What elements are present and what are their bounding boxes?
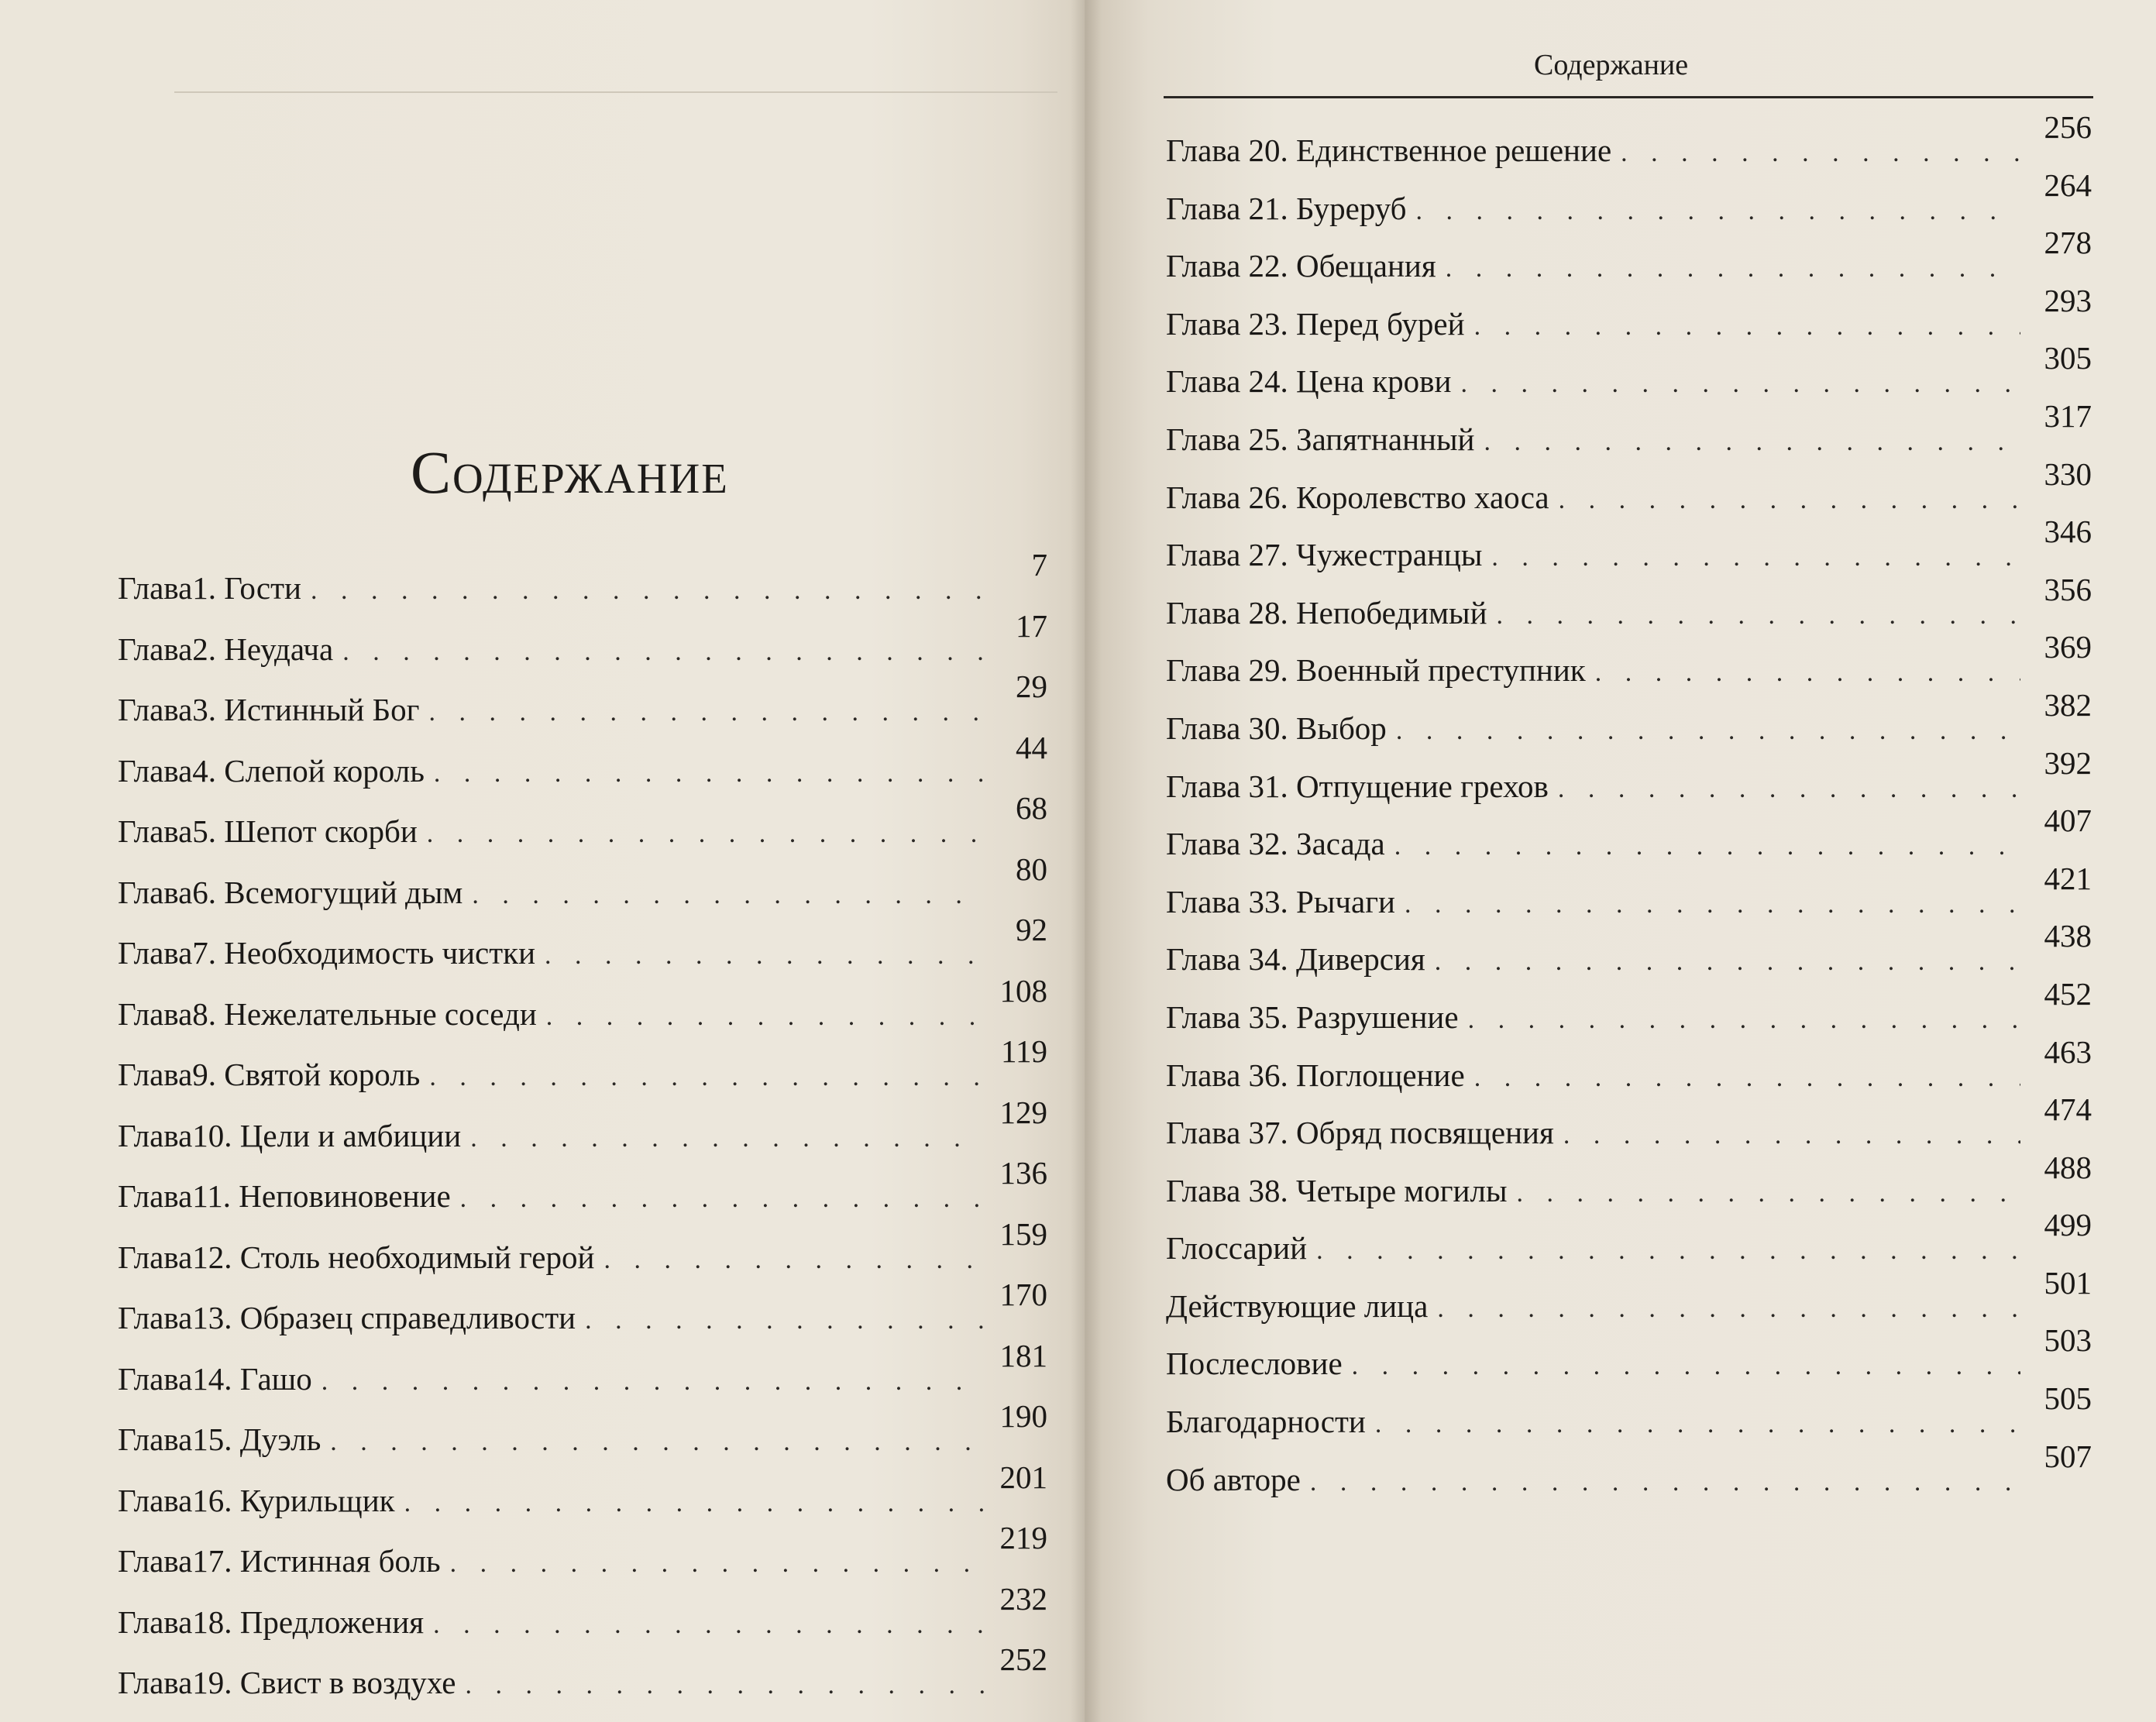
toc-entry-page-number: 507: [2044, 1438, 2092, 1474]
dot-leader: [1517, 1179, 2020, 1208]
dot-leader: [472, 881, 984, 910]
toc-entry-title: 18. Предложения: [192, 1603, 425, 1640]
toc-entry: [118, 1337, 1047, 1421]
toc-entry-title: Глава 33. Рычаги: [1166, 883, 1395, 919]
toc-entry-title: 15. Дуэль: [192, 1421, 322, 1457]
toc-entry-label: Глава: [118, 935, 193, 971]
dot-leader: [428, 698, 984, 727]
dot-leader: [434, 759, 984, 789]
dot-leader: [1396, 717, 2020, 746]
toc-list-right: [1166, 109, 2092, 1518]
dot-leader: [1621, 139, 2020, 168]
toc-entry: [1166, 340, 2092, 421]
toc-entry-page-number: 317: [2044, 397, 2092, 434]
toc-entry-title: 16. Курильщик: [192, 1482, 395, 1518]
toc-entry-page-number: 181: [999, 1337, 1047, 1373]
toc-entry: [118, 912, 1047, 995]
toc-entry-page-number: 256: [2044, 109, 2092, 145]
toc-entry-page-number: 438: [2044, 918, 2092, 954]
dot-leader: [1446, 254, 2020, 284]
toc-entry-label: Глава: [118, 1603, 193, 1640]
toc-entry-page-number: 92: [1016, 912, 1047, 947]
dot-leader: [330, 1428, 984, 1457]
toc-entry-title: Об авторе: [1166, 1461, 1301, 1497]
toc-entry: [118, 1277, 1047, 1360]
dot-leader: [470, 1124, 984, 1153]
toc-entry-label: Глава: [118, 995, 193, 1032]
toc-entry-page-number: 421: [2044, 860, 2092, 896]
toc-entry-label: Глава: [118, 1300, 193, 1335]
toc-entry-title: 7. Необходимость чистки: [192, 935, 536, 971]
dot-leader: [1316, 1236, 2020, 1266]
toc-entry-title: 4. Слепой король: [192, 752, 425, 789]
toc-entry-title: Глава 36. Поглощение: [1166, 1057, 1465, 1093]
toc-entry-page-number: 474: [2044, 1091, 2092, 1128]
toc-entry-title: Глава 25. Запятнанный: [1166, 421, 1475, 457]
toc-entry-title: Благодарности: [1166, 1404, 1366, 1440]
toc-entry: [1166, 571, 2092, 652]
toc-entry-label: Глава: [118, 570, 193, 606]
dot-leader: [546, 1002, 984, 1032]
dot-leader: [1352, 1352, 2020, 1381]
dot-leader: [342, 638, 984, 667]
toc-entry-page-number: 7: [1031, 547, 1047, 583]
toc-entry: [1166, 109, 2092, 190]
dot-leader: [1468, 1005, 2020, 1035]
dot-leader: [433, 1610, 984, 1640]
toc-entry: [1166, 167, 2092, 248]
toc-entry-title: Глава 27. Чужестранцы: [1166, 537, 1483, 573]
toc-entry-page-number: 201: [999, 1459, 1047, 1495]
dot-leader: [1375, 1410, 2020, 1439]
toc-entry-title: 10. Цели и амбиции: [192, 1117, 462, 1153]
dot-leader: [1474, 1064, 2020, 1093]
toc-entry: [1166, 803, 2092, 883]
toc-entry-page-number: 170: [999, 1277, 1047, 1312]
toc-entry: [1166, 1438, 2092, 1519]
toc-entry: [118, 1398, 1047, 1482]
running-head: Содержание: [1534, 49, 1689, 81]
toc-entry-label: Глава: [118, 1360, 193, 1397]
toc-entry-page-number: 501: [2044, 1264, 2092, 1301]
toc-entry-title: 11. Неповиновение: [192, 1178, 451, 1214]
toc-entry-title: Глава 28. Непобедимый: [1166, 594, 1487, 631]
toc-entry-page-number: 17: [1016, 607, 1047, 644]
toc-entry-page-number: 264: [2044, 167, 2092, 203]
dot-leader: [545, 941, 984, 971]
toc-entry-page-number: 232: [999, 1580, 1047, 1617]
dot-leader: [427, 820, 984, 849]
toc-entry: [1166, 686, 2092, 768]
toc-entry: [118, 1641, 1047, 1722]
toc-entry-page-number: 219: [999, 1520, 1047, 1555]
dot-leader: [1435, 947, 2020, 977]
toc-entry-page-number: 159: [999, 1215, 1047, 1252]
toc-entry-page-number: 382: [2044, 686, 2092, 723]
dot-leader: [1595, 658, 2020, 688]
toc-entry: [1166, 918, 2092, 998]
toc-entry-page-number: 330: [2044, 455, 2092, 492]
toc-entry-title: Глоссарий: [1166, 1230, 1308, 1267]
toc-entry-title: 8. Нежелательные соседи: [192, 995, 537, 1032]
toc-entry: [118, 1155, 1047, 1239]
dot-leader: [1497, 601, 2020, 631]
toc-entry-page-number: 136: [999, 1155, 1047, 1191]
toc-entry-label: Глава: [118, 1482, 193, 1518]
toc-entry: [1166, 1149, 2092, 1230]
toc-entry-label: Глава: [118, 1665, 193, 1700]
toc-entry: [1166, 860, 2092, 941]
dot-leader: [1405, 890, 2020, 919]
toc-entry-label: Глава: [118, 1057, 193, 1092]
toc-entry-title: Глава 24. Цена крови: [1166, 363, 1452, 400]
toc-entry-page-number: 407: [2044, 803, 2092, 839]
toc-entry: [118, 1580, 1047, 1665]
book-gutter: [1071, 0, 1102, 1722]
dot-leader: [1474, 312, 2020, 342]
toc-entry: [118, 729, 1047, 813]
toc-entry: [1166, 744, 2092, 826]
toc-entry: [118, 1215, 1047, 1300]
toc-entry-label: Глава: [118, 752, 193, 789]
toc-entry-title: Глава 32. Засада: [1166, 826, 1385, 862]
dot-leader: [404, 1489, 984, 1518]
toc-entry-page-number: 392: [2044, 744, 2092, 781]
dot-leader: [1559, 486, 2020, 515]
dot-leader: [585, 1306, 984, 1335]
toc-list-left: [118, 547, 1047, 1722]
toc-entry-title: Глава 30. Выбор: [1166, 710, 1387, 746]
toc-entry-title: Глава 31. Отпущение грехов: [1166, 768, 1549, 804]
toc-entry-label: Глава: [118, 1543, 193, 1579]
toc-entry-title: Глава 37. Обряд посвящения: [1166, 1115, 1554, 1151]
toc-entry: [1166, 1264, 2092, 1346]
dot-leader: [429, 1063, 984, 1092]
toc-entry-page-number: 190: [999, 1398, 1047, 1434]
toc-entry: [1166, 225, 2092, 305]
toc-entry-page-number: 44: [1016, 729, 1047, 765]
dot-leader: [1310, 1468, 2020, 1497]
toc-entry: [1166, 397, 2092, 479]
toc-entry-title: 2. Неудача: [192, 631, 334, 667]
toc-entry-page-number: 346: [2044, 514, 2092, 550]
dot-leader: [1416, 197, 2020, 226]
toc-entry-page-number: 129: [999, 1094, 1047, 1130]
toc-entry-label: Глава: [118, 813, 193, 849]
toc-entry: [1166, 1207, 2092, 1287]
toc-entry-title: 9. Святой король: [192, 1057, 421, 1092]
toc-entry-title: Глава 26. Королевство хаоса: [1166, 479, 1549, 515]
toc-entry-title: 5. Шепот скорби: [192, 813, 418, 849]
toc-entry-page-number: 356: [2044, 571, 2092, 607]
toc-entry-title: Глава 29. Военный преступник: [1166, 652, 1586, 689]
toc-entry-page-number: 305: [2044, 340, 2092, 376]
toc-entry-page-number: 29: [1016, 669, 1047, 704]
toc-entry-title: 17. Истинная боль: [192, 1543, 441, 1579]
toc-entry: [118, 1033, 1047, 1117]
toc-entry-page-number: 119: [1001, 1033, 1047, 1069]
toc-entry-label: Глава: [118, 874, 193, 910]
toc-entry: [1166, 975, 2092, 1057]
toc-entry-title: Послесловие: [1166, 1346, 1343, 1382]
toc-entry-title: 3. Истинный Бог: [192, 692, 420, 727]
page-title: Содержание: [411, 438, 729, 506]
toc-entry-title: Глава 34. Диверсия: [1166, 941, 1425, 978]
toc-entry-page-number: 68: [1016, 790, 1047, 826]
left-page-header-rule: [174, 91, 1057, 93]
dot-leader: [603, 1246, 984, 1275]
toc-entry: [118, 669, 1047, 752]
toc-entry: [1166, 1380, 2092, 1461]
toc-entry: [118, 1459, 1047, 1543]
dot-leader: [450, 1549, 984, 1579]
toc-entry-title: Глава 38. Четыре могилы: [1166, 1172, 1508, 1208]
dot-leader: [1558, 775, 2020, 804]
toc-entry-page-number: 369: [2044, 629, 2092, 665]
toc-entry-label: Глава: [118, 1178, 193, 1214]
toc-entry-title: Глава 22. Обещания: [1166, 248, 1436, 284]
toc-entry: [1166, 1033, 2092, 1115]
toc-entry-page-number: 452: [2044, 975, 2092, 1012]
toc-entry-page-number: 293: [2044, 282, 2092, 318]
toc-entry-page-number: 503: [2044, 1322, 2092, 1359]
dot-leader: [1563, 1121, 2020, 1150]
toc-entry-title: 13. Образец справедливости: [192, 1300, 576, 1335]
toc-entry-title: 6. Всемогущий дым: [192, 874, 463, 910]
toc-entry-page-number: 505: [2044, 1380, 2092, 1417]
dot-leader: [1394, 832, 2020, 861]
toc-entry: [118, 1520, 1047, 1603]
toc-entry: [1166, 1322, 2092, 1403]
toc-entry: [1166, 1091, 2092, 1172]
toc-entry: [118, 851, 1047, 935]
toc-entry: [1166, 455, 2092, 537]
dot-leader: [1437, 1294, 2020, 1324]
toc-entry-page-number: 80: [1016, 851, 1047, 887]
toc-entry-title: 19. Свист в воздухе: [192, 1665, 456, 1700]
toc-entry-page-number: 499: [2044, 1207, 2092, 1243]
toc-entry-title: 14. Гашо: [192, 1360, 312, 1397]
dot-leader: [466, 1671, 985, 1700]
toc-entry-label: Глава: [118, 692, 193, 727]
toc-entry-title: 1. Гости: [192, 570, 301, 606]
toc-entry-title: Глава 20. Единственное решение: [1166, 132, 1612, 168]
dot-leader: [460, 1184, 984, 1214]
toc-entry: [1166, 514, 2092, 594]
toc-entry-title: 12. Столь необходимый герой: [192, 1239, 595, 1275]
toc-entry-label: Глава: [118, 1421, 193, 1457]
dot-leader: [311, 576, 984, 606]
toc-entry-title: Глава 35. Разрушение: [1166, 998, 1459, 1035]
dot-leader: [1484, 428, 2020, 457]
toc-entry-title: Действующие лица: [1166, 1287, 1429, 1324]
dot-leader: [1491, 543, 2020, 572]
toc-entry: [1166, 282, 2092, 363]
right-page-header-rule: [1164, 96, 2093, 98]
toc-entry-label: Глава: [118, 1117, 193, 1153]
toc-entry: [118, 607, 1047, 692]
toc-entry-page-number: 278: [2044, 225, 2092, 261]
toc-entry: [1166, 629, 2092, 710]
toc-entry-label: Глава: [118, 631, 193, 667]
toc-entry-page-number: 108: [999, 972, 1047, 1009]
toc-entry: [118, 972, 1047, 1057]
toc-entry: [118, 547, 1047, 631]
dot-leader: [322, 1367, 984, 1397]
toc-entry-title: Глава 21. Буреруб: [1166, 190, 1407, 226]
toc-entry-title: Глава 23. Перед бурей: [1166, 305, 1465, 342]
toc-entry-page-number: 463: [2044, 1033, 2092, 1070]
toc-entry-page-number: 488: [2044, 1149, 2092, 1185]
toc-entry-label: Глава: [118, 1239, 193, 1275]
toc-entry-page-number: 252: [999, 1641, 1047, 1677]
dot-leader: [1460, 369, 2020, 399]
toc-entry: [118, 790, 1047, 874]
toc-entry: [118, 1094, 1047, 1178]
